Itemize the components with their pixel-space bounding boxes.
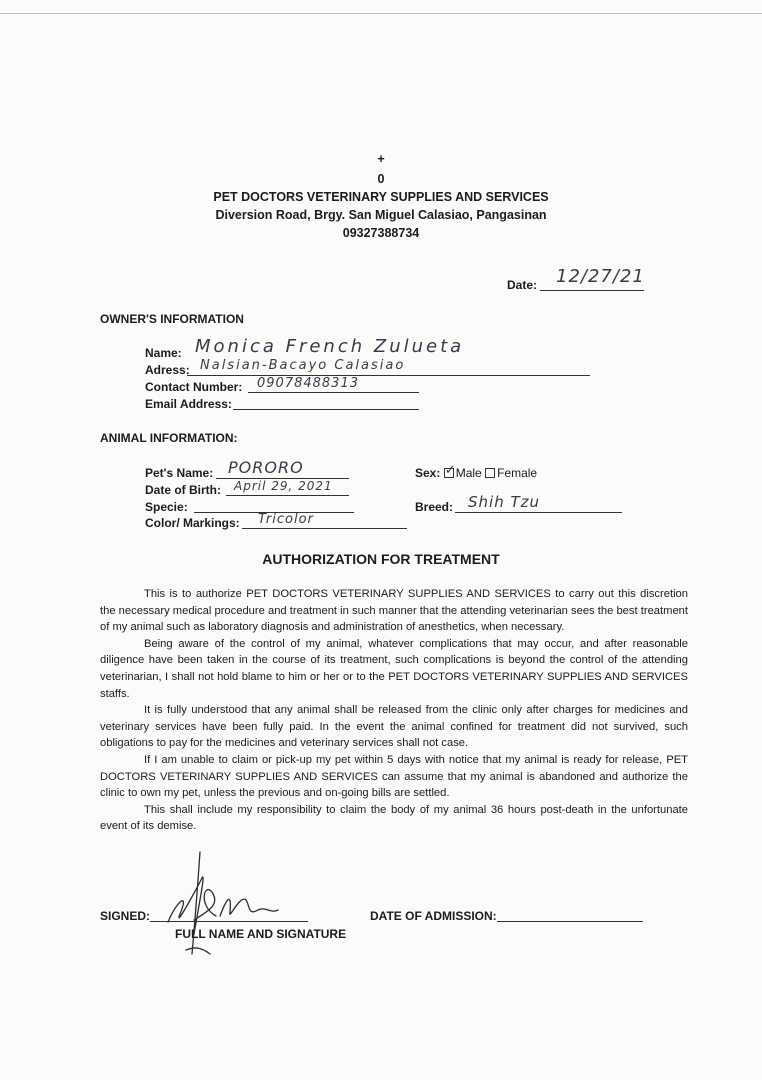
owner-address-line — [187, 375, 590, 376]
specie-label: Specie: — [145, 500, 188, 514]
authorization-paragraph: It is fully understood that any animal shall be released from the clinic only after charges for medicines and veterinary services have been fully paid. In the event the animal confined for treatment did not survived, such obligations to pay for the medicines and veterinary services shall not case. — [100, 704, 688, 750]
animal-section-title: ANIMAL INFORMATION: — [100, 431, 238, 445]
authorization-paragraph: Being aware of the control of my animal, whatever complications that may occur, and after reasonable diligence have been taken in the course of its treatment, such complications is beyond the control of the attending veterinarian, I shall not hold blame to him or her or to the PET DOCTORS VETERINARY SUPPLIES AND SERVICES staffs. — [100, 637, 688, 700]
signature-caption: FULL NAME AND SIGNATURE — [175, 927, 347, 941]
check-mark-icon: ✓ — [444, 462, 456, 477]
owner-email-label: Email Address: — [145, 397, 232, 411]
breed-label: Breed: — [415, 500, 454, 514]
owner-name-label: Name: — [145, 346, 182, 360]
color-label: Color/ Markings: — [145, 516, 240, 530]
dob-label: Date of Birth: — [145, 483, 221, 497]
owner-email-line — [233, 409, 419, 410]
dob-line — [226, 495, 349, 496]
authorization-body — [100, 586, 688, 835]
breed-line — [455, 512, 622, 513]
pet-name-value: PORORO — [228, 458, 304, 477]
breed-value: Shih Tzu — [468, 493, 541, 511]
date-of-admission-line — [497, 921, 643, 922]
date-label: Date: — [507, 278, 538, 292]
scan-edge — [0, 13, 762, 14]
sex-field — [415, 462, 538, 480]
header-mark-zero: 0 — [377, 172, 385, 186]
owner-contact-value: 09078488313 — [257, 376, 359, 391]
date-value: 12/27/21 — [556, 266, 645, 287]
date-of-admission-label: DATE OF ADMISSION: — [370, 909, 497, 923]
date-line — [540, 290, 644, 291]
authorization-paragraph: This is to authorize PET DOCTORS VETERINARY SUPPLIES AND SERVICES to carry out this discretion the necessary medical procedure and treatment in such manner that the attending veterinarian sees the best treatment of my animal such as laboratory diagnosis and administration of anesthetics, when necessary. — [100, 588, 688, 634]
color-line — [242, 528, 407, 529]
dob-value: April 29, 2021 — [234, 479, 333, 493]
clinic-name: PET DOCTORS VETERINARY SUPPLIES AND SERVICES — [213, 190, 549, 204]
color-value: Tricolor — [258, 512, 314, 527]
owner-contact-line — [248, 392, 419, 393]
authorization-title: AUTHORIZATION FOR TREATMENT — [262, 551, 500, 567]
sex-female-label: Female — [497, 466, 538, 480]
sex-label: Sex: — [415, 466, 441, 480]
pet-name-label: Pet's Name: — [145, 466, 214, 480]
owner-address-label: Adress: — [145, 363, 190, 377]
owner-contact-label: Contact Number: — [145, 380, 243, 394]
handwritten-signature — [150, 850, 290, 960]
authorization-paragraph: This shall include my responsibility to claim the body of my animal 36 hours post-death in the unfortunate event of its demise. — [100, 803, 688, 833]
sex-female-checkbox[interactable] — [485, 468, 495, 478]
clinic-phone: 09327388734 — [342, 226, 420, 240]
owner-name-value: Monica French Zulueta — [195, 336, 465, 357]
owner-address-value: Nalsian-Bacayo Calasiao — [200, 358, 406, 373]
owner-section-title: OWNER'S INFORMATION — [100, 312, 244, 326]
authorization-paragraph: If I am unable to claim or pick-up my pet within 5 days with notice that my animal is ready for release, PET DOCTORS VETERINARY SUPPLIES AND SERVICES can assume that my animal is abandoned and authorize the clinic to own my pet, unless the previous and on-going bills are settled. — [100, 753, 688, 800]
header-mark-plus: + — [377, 152, 385, 166]
clinic-address: Diversion Road, Brgy. San Miguel Calasiao, Pangasinan — [215, 208, 547, 222]
sex-male-label: Male — [455, 466, 482, 480]
sex-male-checkbox[interactable] — [444, 462, 456, 478]
signed-label: SIGNED: — [100, 909, 151, 923]
